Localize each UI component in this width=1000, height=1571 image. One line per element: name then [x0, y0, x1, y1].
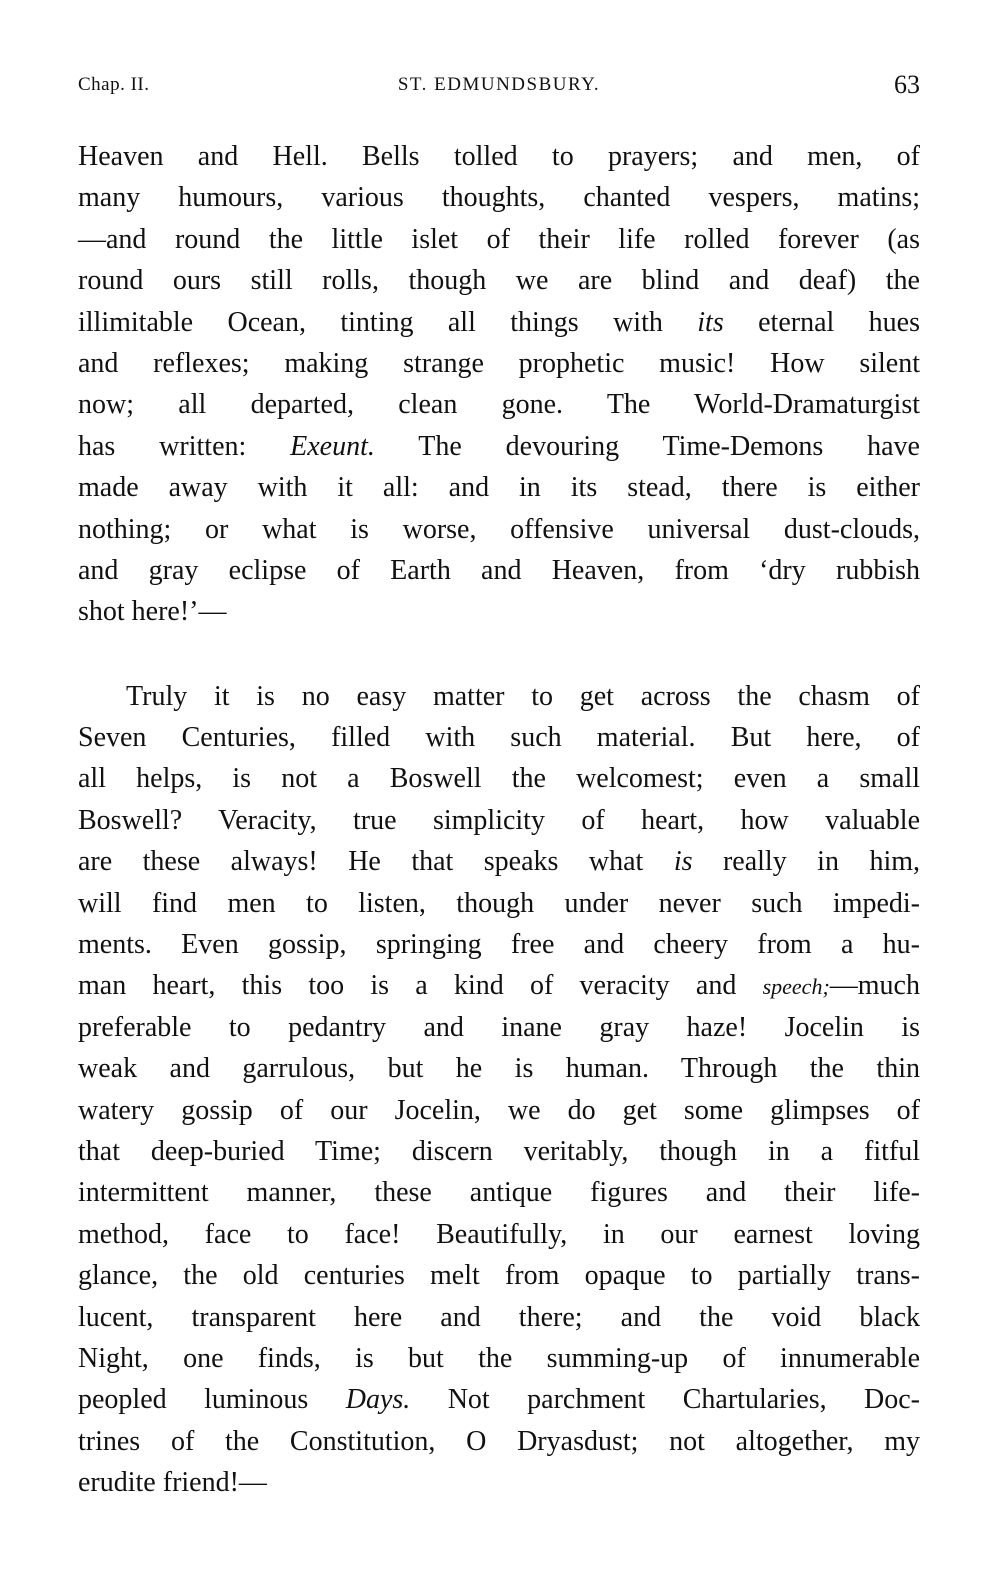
italic-word: Days.: [345, 1384, 411, 1416]
text-line: man heart, this too is a kind of veracity and speech;—much: [78, 970, 920, 1002]
text-line: will find men to listen, though under never such impedi-: [78, 887, 920, 919]
text-line: made away with it all: and in its stead, there is either: [78, 472, 920, 504]
text-line: glance, the old centuries melt from opaque to partially trans-: [78, 1260, 920, 1292]
text-line: Night, one finds, is but the summing-up of innumerable: [78, 1342, 920, 1374]
text-line: now; all departed, clean gone. The World-Dramaturgist: [78, 389, 920, 421]
text-line: watery gossip of our Jocelin, we do get some glimpses of: [78, 1094, 920, 1126]
text-line: peopled luminous Days. Not parchment Chartularies, Doc-: [78, 1384, 920, 1416]
text-line: method, face to face! Beautifully, in our earnest loving: [78, 1218, 920, 1250]
text-line: trines of the Constitution, O Dryasdust; not altogether, my: [78, 1425, 920, 1457]
text-line: round ours still rolls, though we are blind and deaf) the: [78, 265, 920, 297]
body-text: [78, 136, 920, 1504]
text-line: has written: Exeunt. The devouring Time-Demons have: [78, 430, 920, 462]
italic-word: its: [697, 306, 724, 338]
italic-word: speech;: [762, 974, 830, 1000]
text-line: Boswell? Veracity, true simplicity of heart, how valuable: [78, 804, 920, 836]
italic-word: is: [673, 846, 693, 878]
text-line: all helps, is not a Boswell the welcomest; even a small: [78, 763, 920, 795]
running-head: [78, 70, 920, 104]
text-line: Truly it is no easy matter to get across the chasm of: [126, 680, 920, 712]
text-line: and gray eclipse of Earth and Heaven, from ‘dry rubbish: [78, 554, 920, 586]
text-line: Heaven and Hell. Bells tolled to prayers; and men, of: [78, 141, 920, 172]
text-line: and reflexes; making strange prophetic music! How silent: [78, 347, 920, 379]
page-number: 63: [894, 70, 920, 99]
text-line: that deep-buried Time; discern veritably, though in a fitful: [78, 1135, 920, 1167]
text-line: preferable to pedantry and inane gray haze! Jocelin is: [78, 1011, 920, 1043]
text-line: ments. Even gossip, springing free and cheery from a hu-: [78, 929, 920, 961]
text-line: are these always! He that speaks what is really in him,: [78, 846, 920, 878]
text-line: nothing; or what is worse, offensive universal dust-clouds,: [78, 513, 920, 545]
text-line: weak and garrulous, but he is human. Through the thin: [78, 1053, 920, 1085]
text-line: lucent, transparent here and there; and the void black: [78, 1301, 920, 1333]
chapter-label: Chap. II.: [78, 74, 150, 95]
italic-word: Exeunt.: [290, 430, 375, 462]
text-line: many humours, various thoughts, chanted vespers, matins;: [78, 182, 920, 214]
text-line: illimitable Ocean, tinting all things with its eternal hues: [78, 306, 920, 338]
paragraph-gap: [78, 633, 920, 676]
running-title: ST. EDMUNDSBURY.: [397, 74, 601, 95]
text-line: Seven Centuries, filled with such material. But here, of: [78, 722, 920, 754]
text-line: intermittent manner, these antique figures and their life-: [78, 1177, 920, 1209]
text-line: erudite friend!—: [78, 1467, 267, 1499]
text-line: —and round the little islet of their life rolled forever (as: [78, 223, 920, 255]
text-line: shot here!’—: [78, 596, 227, 628]
